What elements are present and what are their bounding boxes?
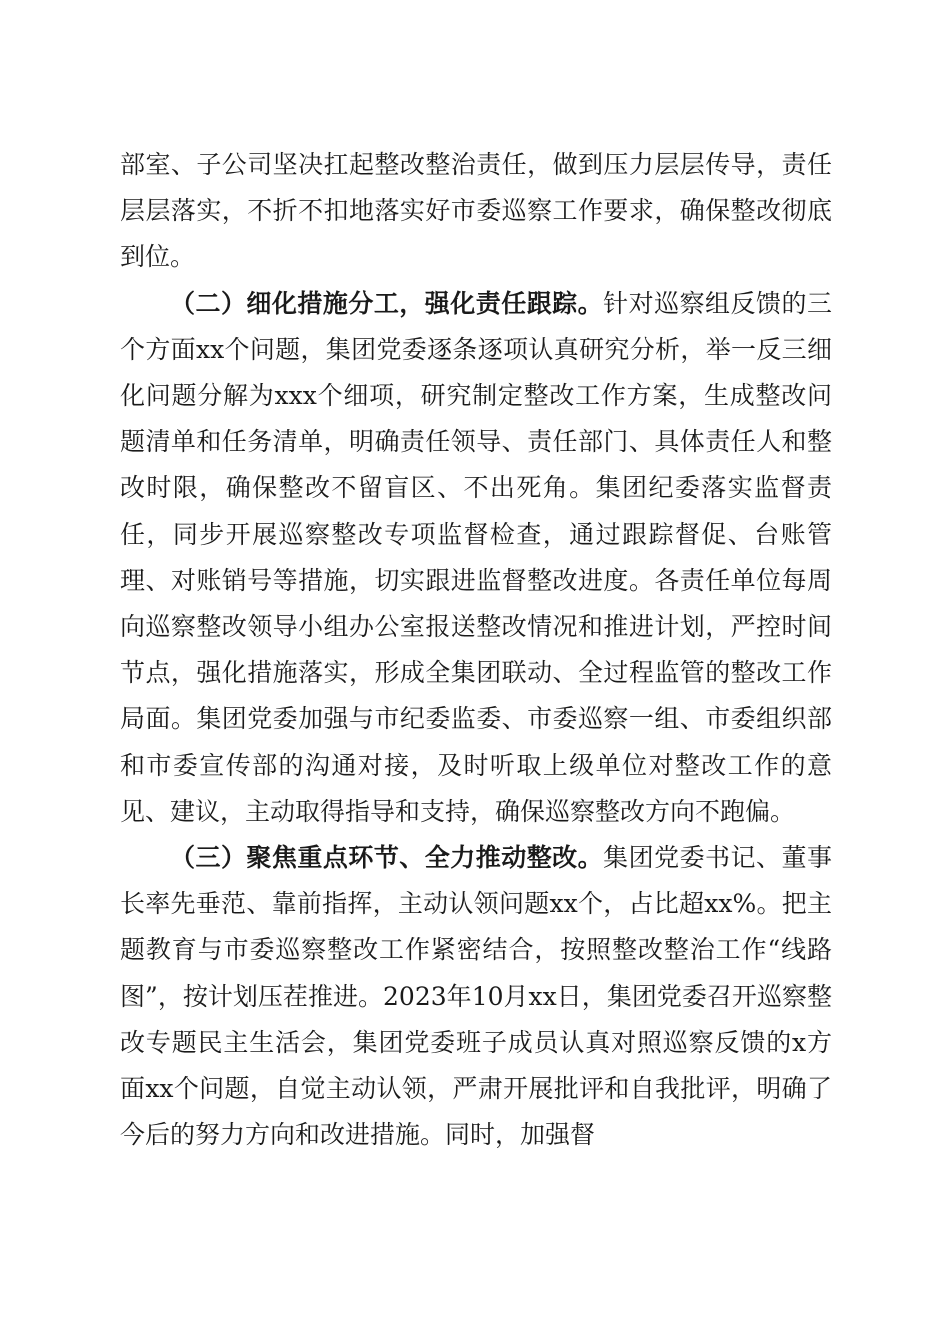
paragraph-1 (120, 142, 832, 281)
document-body (120, 142, 832, 1158)
section-heading-3: （三）聚焦重点环节、全力推动整改。 (170, 843, 604, 873)
paragraph-2 (120, 281, 832, 835)
paragraph-3-text: 集团党委书记、董事长率先垂范、靠前指挥，主动认领问题xx个，占比超xx%。把主题教育与市委巡察整改工作紧密结合，按照整改整治工作“线路图”，按计划压茬推进。2023年10月xx日，集团党委召开巡察整改专题民主生活会，集团党委班子成员认真对照巡察反馈的x方面xx个问题，自觉主动认领，严肃开展批评和自我批评，明确了今后的努力方向和改进措施。同时，加强督 (120, 843, 832, 1150)
paragraph-1-text: 部室、子公司坚决扛起整改整治责任，做到压力层层传导，责任层层落实，不折不扣地落实好市委巡察工作要求，确保整改彻底到位。 (120, 150, 832, 272)
paragraph-3 (120, 835, 832, 1158)
paragraph-2-text: 针对巡察组反馈的三个方面xx个问题，集团党委逐条逐项认真研究分析，举一反三细化问题分解为xxx个细项，研究制定整改工作方案，生成整改问题清单和任务清单，明确责任领导、责任部门、具体责任人和整改时限，确保整改不留盲区、不出死角。集团纪委落实监督责任，同步开展巡察整改专项监督检查，通过跟踪督促、台账管理、对账销号等措施，切实跟进监督整改进度。各责任单位每周向巡察整改领导小组办公室报送整改情况和推进计划，严控时间节点，强化措施落实，形成全集团联动、全过程监管的整改工作局面。集团党委加强与市纪委监委、市委巡察一组、市委组织部和市委宣传部的沟通对接，及时听取上级单位对整改工作的意见、建议，主动取得指导和支持，确保巡察整改方向不跑偏。 (120, 288, 832, 826)
section-heading-2: （二）细化措施分工，强化责任跟踪。 (170, 288, 604, 318)
